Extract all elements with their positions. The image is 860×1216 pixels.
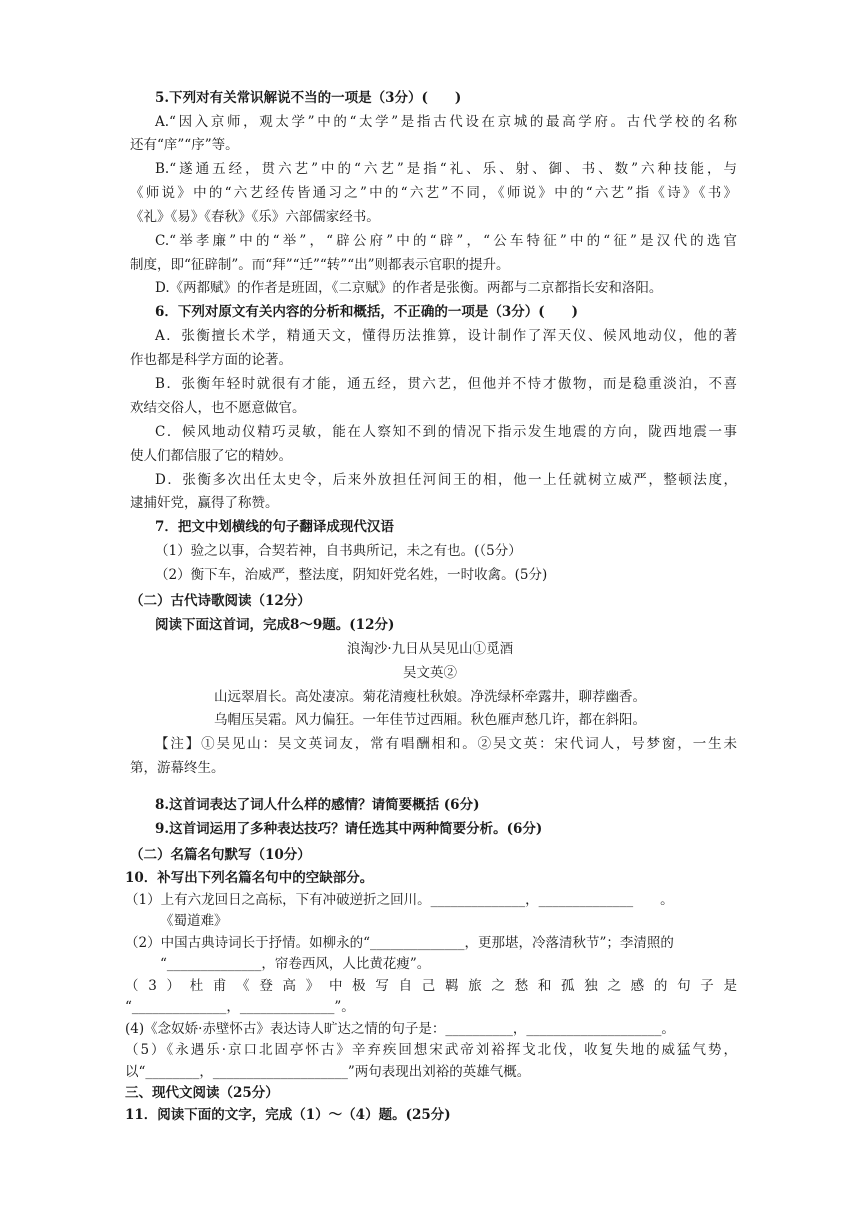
dictation-item-3-line1: （3）杜甫《登高》中极写自己羁旅之愁和孤独之感的句子是 <box>125 978 737 994</box>
dictation-item-1-source: 《蜀道难》 <box>160 913 228 929</box>
q7-sentence-1: （1）验之以事，合契若神，自书典所记，未之有也。(（5分） <box>155 543 522 559</box>
q5-option-b-line1: B.“遂通五经，贯六艺”中的“六艺”是指“礼、乐、射、御、书、数”六种技能，与 <box>155 161 737 177</box>
dictation-item-5-line1: （5）《永遇乐·京口北固亭怀古》辛弃疾回想宋武帝刘裕挥戈北伐，收复失地的威猛气势， <box>125 1042 737 1058</box>
q6-option-a-line2: 作也都是科学方面的论著。 <box>130 352 292 368</box>
poetry-instruction: 阅读下面这首词，完成8～9题。(12分) <box>155 617 395 633</box>
q6-option-d-line1: D．张衡多次出任太史令，后来外放担任河间王的相，他一上任就树立威严，整顿法度， <box>155 472 737 488</box>
dictation-item-5-line2: 以“________，____________________”两句表现出刘裕的英雄气概。 <box>125 1064 531 1080</box>
q5-title: 5.下列对有关常识解说不当的一项是（3分）( ) <box>155 90 462 106</box>
poem-note-line2: 第，游幕终生。 <box>130 760 225 776</box>
poem-line-1: 山远翠眉长。高处凄凉。菊花清瘦杜秋娘。净洗绿杯牵露井，聊荐幽香。 <box>214 689 646 705</box>
poem-line-2: 乌帽压吴霜。风力偏狂。一年佳节过西厢。秋色雁声愁几许，都在斜阳。 <box>214 712 646 728</box>
q6-option-b-line1: B．张衡年轻时就很有才能，通五经，贯六艺，但他并不恃才傲物，而是稳重淡泊，不喜 <box>155 376 737 392</box>
poem-title: 浪淘沙·九日从吴见山①觅酒 <box>346 641 514 657</box>
q7-title: 7．把文中划横线的句子翻译成现代汉语 <box>155 519 394 535</box>
dictation-item-2-line1: （2）中国古典诗词长于抒情。如柳永的“______________，更那堪，冷落清秋节”；李清照的 <box>125 935 674 951</box>
q5-option-b-line3: 《礼》《易》《春秋》《乐》六部儒家经书。 <box>130 209 380 225</box>
dictation-item-3-line2: “______________，______________”。 <box>125 999 355 1015</box>
q7-sentence-2: （2）衡下车，治威严，整法度，阴知奸党名姓，一时收禽。(5分) <box>155 567 548 583</box>
dictation-heading: （二）名篇名句默写（10分） <box>130 847 311 863</box>
dictation-item-1: （1）上有六龙回日之高标，下有冲破逆折之回川。______________，______________ 。 <box>125 892 674 908</box>
dictation-item-4: (4)《念奴娇·赤壁怀古》表达诗人旷达之情的句子是：__________，____________________。 <box>125 1021 675 1037</box>
q6-option-c-line2: 使人们都信服了它的精妙。 <box>130 448 292 464</box>
q5-option-a-line2: 还有“庠”“序”等。 <box>130 137 239 153</box>
dictation-item-2-line2: “______________，帘卷西风，人比黄花瘦”。 <box>160 956 431 972</box>
modern-reading-heading: 三、现代文阅读（25分） <box>125 1085 279 1101</box>
q5-option-c-line2: 制度，即“征辟制”。而“拜”“迁”“转”“出”则都表示官职的提升。 <box>130 257 510 273</box>
q6-option-b-line2: 欢结交俗人，也不愿意做官。 <box>130 400 306 416</box>
q6-option-c-line1: C．候风地动仪精巧灵敏，能在人察知不到的情况下指示发生地震的方向，陇西地震一事 <box>155 424 737 440</box>
q5-option-a-line1: A.“因入京师，观太学”中的“太学”是指古代设在京城的最高学府。古代学校的名称 <box>155 114 737 130</box>
poem-author: 吴文英② <box>403 665 457 681</box>
q8: 8.这首词表达了词人什么样的感情？请简要概括 (6分) <box>155 797 480 813</box>
q9: 9.这首词运用了多种表达技巧？请任选其中两种简要分析。(6分) <box>155 821 543 837</box>
q6-option-a-line1: A．张衡擅长术学，精通天文，懂得历法推算，设计制作了浑天仪、候风地动仪，他的著 <box>155 328 737 344</box>
q6-title: 6．下列对原文有关内容的分析和概括，不正确的一项是（3分）( ) <box>155 304 579 320</box>
q11: 11．阅读下面的文字，完成（1）～（4）题。(25分) <box>125 1107 451 1123</box>
q5-option-d: D.《两都赋》的作者是班固，《二京赋》的作者是张衡。两都与二京都指长安和洛阳。 <box>155 280 663 296</box>
q5-option-c-line1: C.“举孝廉”中的“举”，“辟公府”中的“辟”，“公车特征”中的“征”是汉代的选官 <box>155 233 737 249</box>
poetry-heading: （二）古代诗歌阅读（12分） <box>130 593 311 609</box>
poem-note-line1: 【注】①吴见山：吴文英词友，常有唱酬相和。②吴文英：宋代词人，号梦窗，一生未 <box>155 736 737 752</box>
q10: 10．补写出下列名篇名句中的空缺部分。 <box>125 870 374 886</box>
q5-option-b-line2: 《师说》中的“六艺经传皆通习之”中的“六艺”不同，《师说》中的“六艺”指《诗》《书》 <box>130 185 737 201</box>
q6-option-d-line2: 逮捕奸党，赢得了称赞。 <box>130 495 279 511</box>
